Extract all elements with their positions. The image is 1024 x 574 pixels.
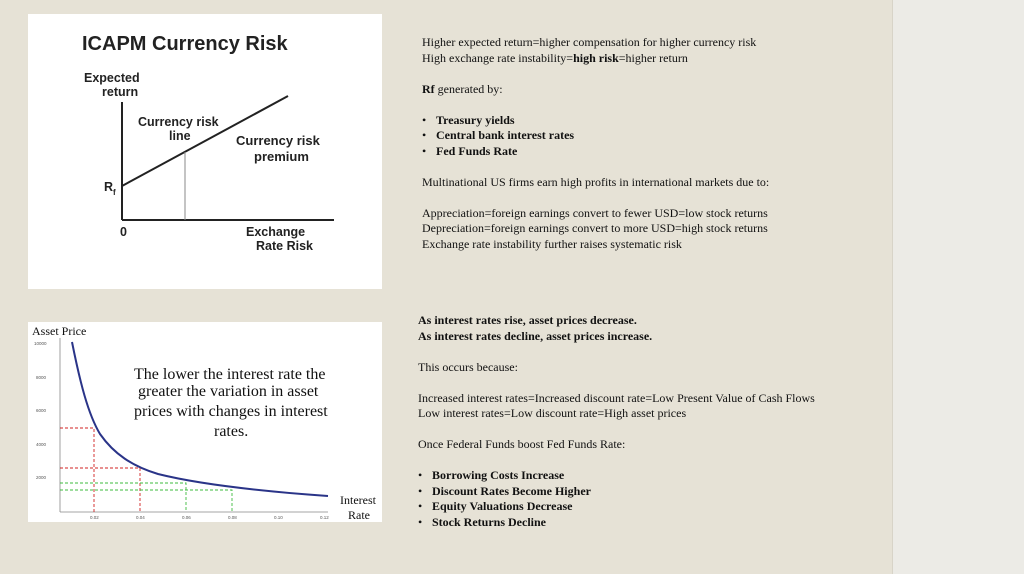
x-tick-label: 0.10 xyxy=(274,515,283,520)
x-tick-label: 0.04 xyxy=(136,515,145,520)
y-tick-label: 10000 xyxy=(34,341,47,346)
list-item: • Central bank interest rates xyxy=(422,128,575,142)
note-bold: high risk xyxy=(573,50,619,65)
icapm-title: ICAPM Currency Risk xyxy=(82,33,288,55)
x-tick-label: 0.08 xyxy=(228,515,237,520)
list-item: • Fed Funds Rate xyxy=(422,143,518,158)
bullet-text: Borrowing Costs Increase xyxy=(432,468,565,482)
right-side-band xyxy=(893,0,1024,574)
note-bold: As interest rates decline, asset prices increase. xyxy=(418,328,653,343)
chart-caption-line1: The lower the interest rate the xyxy=(134,366,326,383)
note-bold: As interest rates rise, asset prices decrease. xyxy=(418,313,637,327)
bullet-text: Treasury yields xyxy=(436,112,515,127)
bullet-text: Central bank interest rates xyxy=(436,128,575,142)
origin-label: 0 xyxy=(120,225,127,239)
green-guide-006 xyxy=(60,483,186,512)
note-line xyxy=(418,329,815,345)
note-line xyxy=(422,51,769,67)
note-line: Depreciation=foreign earnings convert to more USD=high stock returns xyxy=(422,221,768,235)
y-tick-label: 8000 xyxy=(36,375,47,380)
note-text: High exchange rate instability= xyxy=(422,50,574,65)
interest-rate-axis-title-1: Interest xyxy=(340,493,376,507)
note-line: This occurs because: xyxy=(418,359,518,374)
note-line: Increased interest rates=Increased discount rate=Low Present Value of Cash Flows xyxy=(418,390,815,405)
list-item: • Discount Rates Become Higher xyxy=(418,483,591,498)
green-guide-008 xyxy=(60,490,232,512)
rf-bold: Rf xyxy=(422,81,435,96)
x-tick-label: 0.02 xyxy=(90,515,99,520)
currency-risk-line-label-1: Currency risk xyxy=(138,115,219,129)
bullet-text: Equity Valuations Decrease xyxy=(432,499,573,513)
y-axis-label-line1: Expected xyxy=(84,71,140,85)
chart-caption-line4: rates. xyxy=(214,423,249,440)
rf-rest: generated by: xyxy=(434,81,503,96)
currency-risk-premium-label-2: premium xyxy=(254,149,309,164)
rf-subscript: f xyxy=(113,188,116,197)
note-line: Multinational US firms earn high profits in international markets due to: xyxy=(422,174,770,189)
y-axis-label-line2: return xyxy=(102,85,139,99)
rf-label: R xyxy=(104,180,114,194)
list-item: • Stock Returns Decline xyxy=(418,514,546,529)
x-axis-label-line1: Exchange xyxy=(246,225,306,239)
currency-risk-line-label-2: line xyxy=(169,129,191,143)
bullet-text: Discount Rates Become Higher xyxy=(432,483,591,498)
icapm-currency-risk-figure xyxy=(28,14,382,289)
red-guide-002 xyxy=(60,428,94,512)
chart-caption-line3: prices with changes in interest xyxy=(134,403,328,420)
asset-price-interest-rate-figure xyxy=(28,322,382,522)
note-line: Exchange rate instability further raises systematic risk xyxy=(422,236,682,251)
list-item: • Treasury yields xyxy=(422,112,515,127)
bullet-text: Stock Returns Decline xyxy=(432,514,546,529)
rf-heading xyxy=(422,82,769,98)
note-line: Higher expected return=higher compensation for higher currency risk xyxy=(422,35,757,49)
x-tick-label: 0.06 xyxy=(182,515,191,520)
x-tick-label: 0.12 xyxy=(320,515,329,520)
y-tick-label: 2000 xyxy=(36,475,47,480)
asset-price-chart xyxy=(28,322,382,522)
currency-risk-premium-label-1: Currency risk xyxy=(236,133,320,148)
note-line: Once Federal Funds boost Fed Funds Rate: xyxy=(418,437,626,451)
y-tick-label: 6000 xyxy=(36,408,47,413)
list-item: • Equity Valuations Decrease xyxy=(418,499,573,513)
note-text: =higher return xyxy=(618,50,688,65)
currency-risk-notes xyxy=(422,35,769,252)
note-line: Appreciation=foreign earnings convert to fewer USD=low stock returns xyxy=(422,205,768,220)
interest-rate-notes xyxy=(418,313,815,530)
note-line: Low interest rates=Low discount rate=High asset prices xyxy=(418,406,687,420)
interest-rate-axis-title-2: Rate xyxy=(348,508,370,522)
bullet-text: Fed Funds Rate xyxy=(436,143,518,158)
chart-caption-line2: greater the variation in asset xyxy=(138,383,319,400)
asset-price-axis-title: Asset Price xyxy=(32,324,87,338)
icapm-diagram xyxy=(28,14,382,289)
list-item: • Borrowing Costs Increase xyxy=(418,468,565,482)
note-line xyxy=(418,313,815,329)
y-tick-label: 4000 xyxy=(36,442,47,447)
x-axis-label-line2: Rate Risk xyxy=(256,239,313,253)
